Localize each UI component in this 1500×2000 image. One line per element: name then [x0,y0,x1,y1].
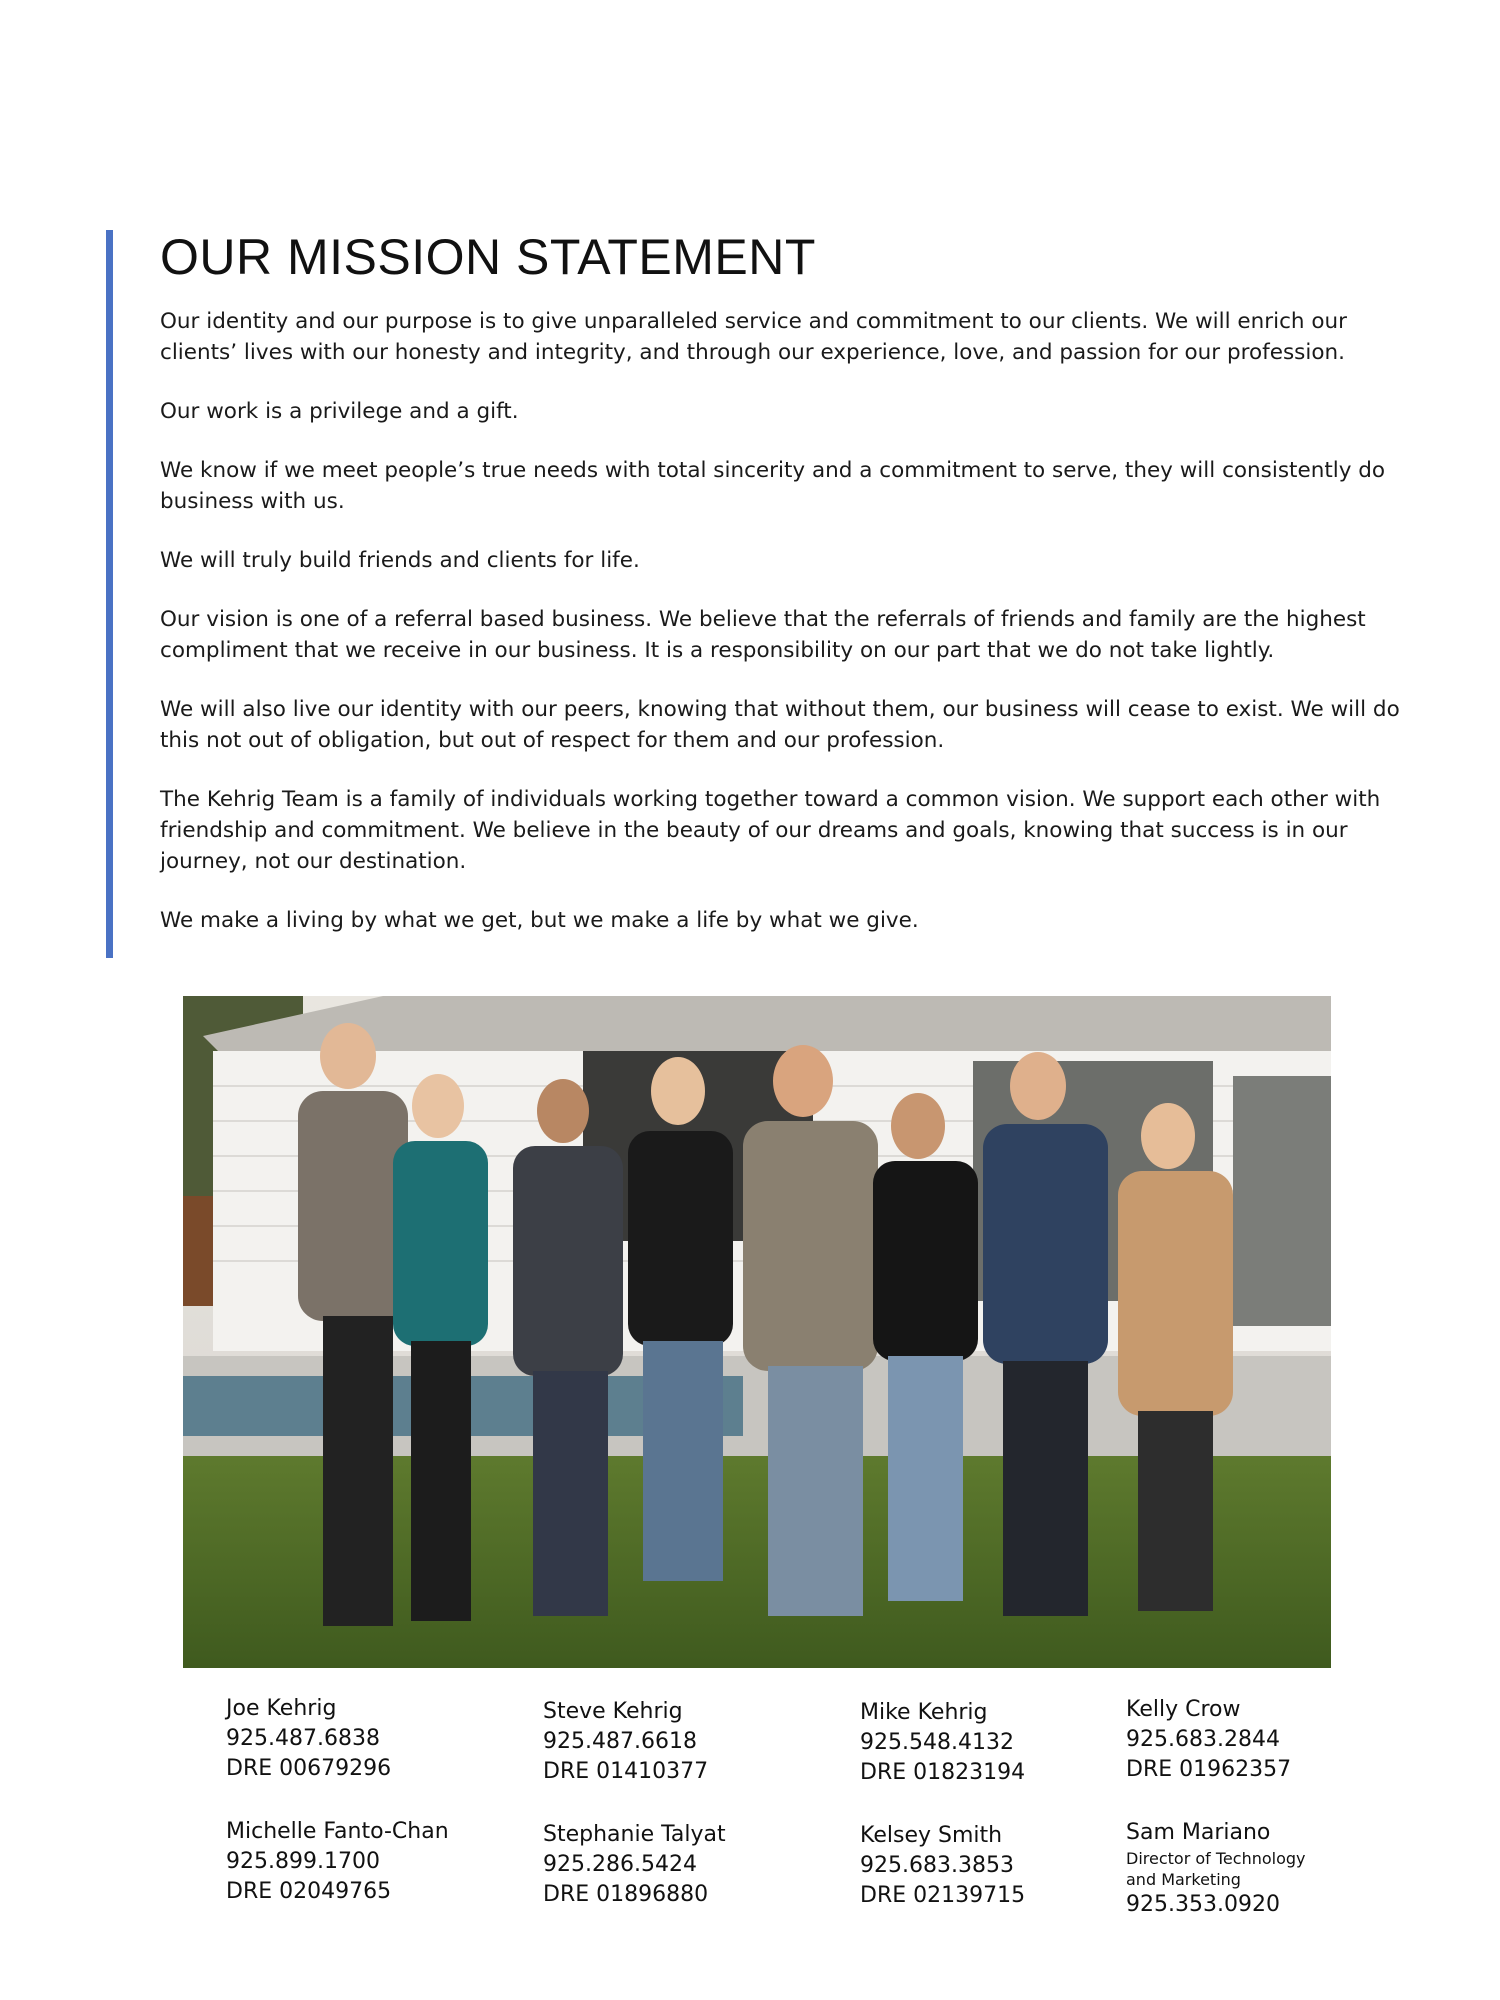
contact-list [226,1694,1376,1934]
contact-phone: 925.487.6838 [226,1726,380,1751]
contact-dre: DRE 01823194 [860,1760,1026,1785]
contact-phone: 925.353.0920 [1126,1892,1280,1917]
paragraph: We will also live our identity with our peers, knowing that without them, our business will cease to exist. We will do this not out of obligation, but out of respect for them and our profession. [160,697,1400,753]
contact-phone: 925.683.3853 [860,1853,1014,1878]
contact-role: and Marketing [1126,1870,1241,1889]
team-photo [183,996,1331,1668]
paragraph: Our work is a privilege and a gift. [160,399,519,424]
contact-card [860,1821,1025,1911]
mission-text [160,306,1430,964]
contact-phone: 925.487.6618 [543,1729,697,1754]
contact-name: Mike Kehrig [860,1700,988,1725]
contact-phone: 925.548.4132 [860,1730,1014,1755]
paragraph: The Kehrig Team is a family of individuals working together toward a common vision. We support each other with friendship and commitment. We believe in the beauty of our dreams and goals, knowing that success is in our journey, not our destination. [160,787,1381,874]
contact-name: Joe Kehrig [226,1696,337,1721]
contact-dre: DRE 01896880 [543,1882,709,1907]
contact-card [860,1698,1025,1788]
contact-card [1126,1818,1306,1920]
page-title: OUR MISSION STATEMENT [160,229,816,285]
contact-phone: 925.899.1700 [226,1849,380,1874]
contact-card [1126,1695,1291,1785]
paragraph: We know if we meet people’s true needs with total sincerity and a commitment to serve, they will consistently do business with us. [160,458,1386,514]
paragraph: Our vision is one of a referral based business. We believe that the referrals of friends and family are the highest compliment that we receive in our business. It is a responsibility on our part that we do not take lightly. [160,607,1366,663]
paragraph: We will truly build friends and clients for life. [160,548,640,573]
contact-card [543,1697,708,1787]
contact-role: Director of Technology [1126,1849,1306,1868]
contact-dre: DRE 02049765 [226,1879,392,1904]
contact-dre: DRE 00679296 [226,1756,392,1781]
contact-name: Sam Mariano [1126,1820,1271,1845]
contact-card [226,1694,391,1784]
contact-name: Stephanie Talyat [543,1822,726,1847]
accent-bar [106,230,113,958]
contact-phone: 925.286.5424 [543,1852,697,1877]
contact-dre: DRE 01962357 [1126,1757,1292,1782]
contact-dre: DRE 02139715 [860,1883,1026,1908]
contact-name: Kelsey Smith [860,1823,1003,1848]
contact-name: Kelly Crow [1126,1697,1241,1722]
contact-phone: 925.683.2844 [1126,1727,1280,1752]
paragraph: Our identity and our purpose is to give unparalleled service and commitment to our clients. We will enrich our clients’ lives with our honesty and integrity, and through our experience, love, and passion for our profession. [160,309,1348,365]
contact-dre: DRE 01410377 [543,1759,709,1784]
contact-card [226,1817,449,1907]
contact-card [543,1820,726,1910]
contact-name: Steve Kehrig [543,1699,683,1724]
contact-name: Michelle Fanto-Chan [226,1819,449,1844]
paragraph: We make a living by what we get, but we make a life by what we give. [160,908,919,933]
